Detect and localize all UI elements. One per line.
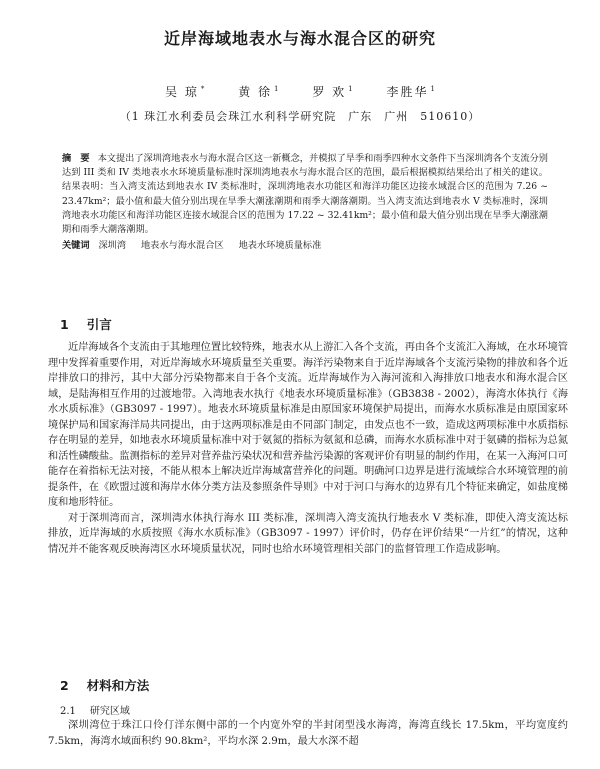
author-affil-mark: 1 — [348, 85, 353, 93]
author — [238, 85, 278, 99]
abstract — [62, 152, 548, 237]
keywords-label: 关键词 — [62, 240, 90, 252]
author-name: 吴 琼 — [165, 85, 199, 99]
subsection-2-1-body — [48, 718, 568, 749]
keywords — [62, 239, 548, 253]
author — [165, 85, 204, 99]
abstract-text: 本文提出了深圳湾地表水与海水混合区这一新概念，并模拟了旱季和雨季四种水文条件下当深圳湾各个支流分别达到 III 类和 IV 类地表水水环境质量标准时深圳湾地表水与海水混合区的范围，最后根据模拟结果给出了相关的建议。结果表明：当入湾支流达到地表水 IV 类标准时，深圳湾地表水功能区和海洋功能区边接水域混合区的范围为 7.26 ~ 23.47km²；最小值和最大值分别出现在旱季大潮涨潮期和雨季大潮落潮期。当入湾支流达到地表水 V 类标准时，深圳湾地表水功能区和海洋功能区连接水域混合区的范围为 17.22 ~ 32.41km²；最小值和最大值分别出现在旱季大潮涨潮期和雨季大潮落潮期。 — [62, 153, 548, 236]
section-number: 1 — [60, 317, 69, 332]
section-2-heading — [60, 676, 149, 694]
affiliation: （1 珠江水利委员会珠江水利科学研究院 广东 广州 510610） — [119, 110, 481, 123]
author-name: 李胜华 — [386, 85, 429, 99]
abstract-label: 摘 要 — [62, 153, 90, 164]
subsection-title: 研究区域 — [89, 706, 130, 717]
paragraph: 近岸海域各个支流由于其地理位置比较特殊，地表水从上游汇入各个支流，再由各个支流汇入海域，在水环境管理中发挥着重要作用，对近岸海域水环境质量至关重要。海洋污染物来自于近岸海域各个支流污染物的排放和各个近岸排放口的排污，其中大部分污染物都来自于各个支流。近岸海域作为入海河流和入海排放口地表水和海水混合区域，是陆海相互作用的过渡地带。入湾地表水执行《地表水环境质量标准》（GB3838 - 2002），海湾水体执行《海水水质标准》（GB3097 - 1997）。地表水环境质量标准是由原国家环境保护局提出，而海水水质标准是由原国家环境保护局和国家海洋局共同提出，由于这两项标准是由不同部门制定，由发点也不一致，造成这两项标准中水质指标存在明显的差异，如地表水环境质量标准中对于氨氮的指标为氨氮和总磷，而海水水质标准中对于氨磷的指标为总氮和活性磷酸盐。监测指标的差异对营养盐污染状况和营养盐污染源的客观评价有明显的制约作用，在某一入海河口可能存在着指标无法对接，不能从根本上解决近岸海域富营养化的问题。明确河口边界是进行流域综合水环境管理的前提条件，在《欧盟过渡和海岸水体分类方法及参照条件导则》中对于河口与海水的边界有几个特征来确定，如盐度梯度和地形特征。 — [48, 342, 568, 508]
author-affil-mark: 1 — [274, 85, 279, 93]
section-title: 材料和方法 — [86, 678, 150, 693]
paper-title: 近岸海域地表水与海水混合区的研究 — [163, 29, 436, 48]
subsection-number: 2.1 — [60, 706, 76, 717]
section-1-body — [48, 340, 568, 557]
section-title: 引言 — [86, 317, 112, 332]
paragraph: 深圳湾位于珠江口伶仃洋东侧中部的一个内宽外窄的半封闭型浅水海湾，海湾直线长 17.5km，平均宽度约 7.5km，海湾水域面积约 90.8km²，平均水深 2.9m，最大水深不超 — [48, 720, 568, 747]
subsection-2-1-heading — [60, 702, 130, 717]
section-1-heading — [60, 315, 112, 333]
author-affil-mark: 1 — [430, 85, 435, 93]
paragraph: 对于深圳湾而言，深圳湾水体执行海水 III 类标准，深圳湾入湾支流执行地表水 V 类标准，即使入湾支流达标排放，近岸海域的水质按照《海水水质标准》（GB3097 - 1997）评价时，仍存在评价结果“一片红”的情况，这种情况并不能客观反映海湾区水环境质量状况，同时也给水环境管理相关部门的监督管理工作造成影响。 — [48, 512, 568, 555]
keyword: 地表水环境质量标准 — [238, 240, 322, 252]
author-affil-mark: * — [200, 85, 205, 93]
keyword: 深圳湾 — [98, 240, 127, 252]
author-name: 黄 徐 — [238, 85, 273, 99]
author-list — [0, 83, 600, 100]
author — [312, 85, 352, 99]
abstract-block — [62, 152, 548, 253]
keyword: 地表水与海水混合区 — [140, 240, 224, 252]
author — [386, 85, 434, 99]
author-name: 罗 欢 — [312, 85, 347, 99]
section-number: 2 — [60, 678, 69, 693]
